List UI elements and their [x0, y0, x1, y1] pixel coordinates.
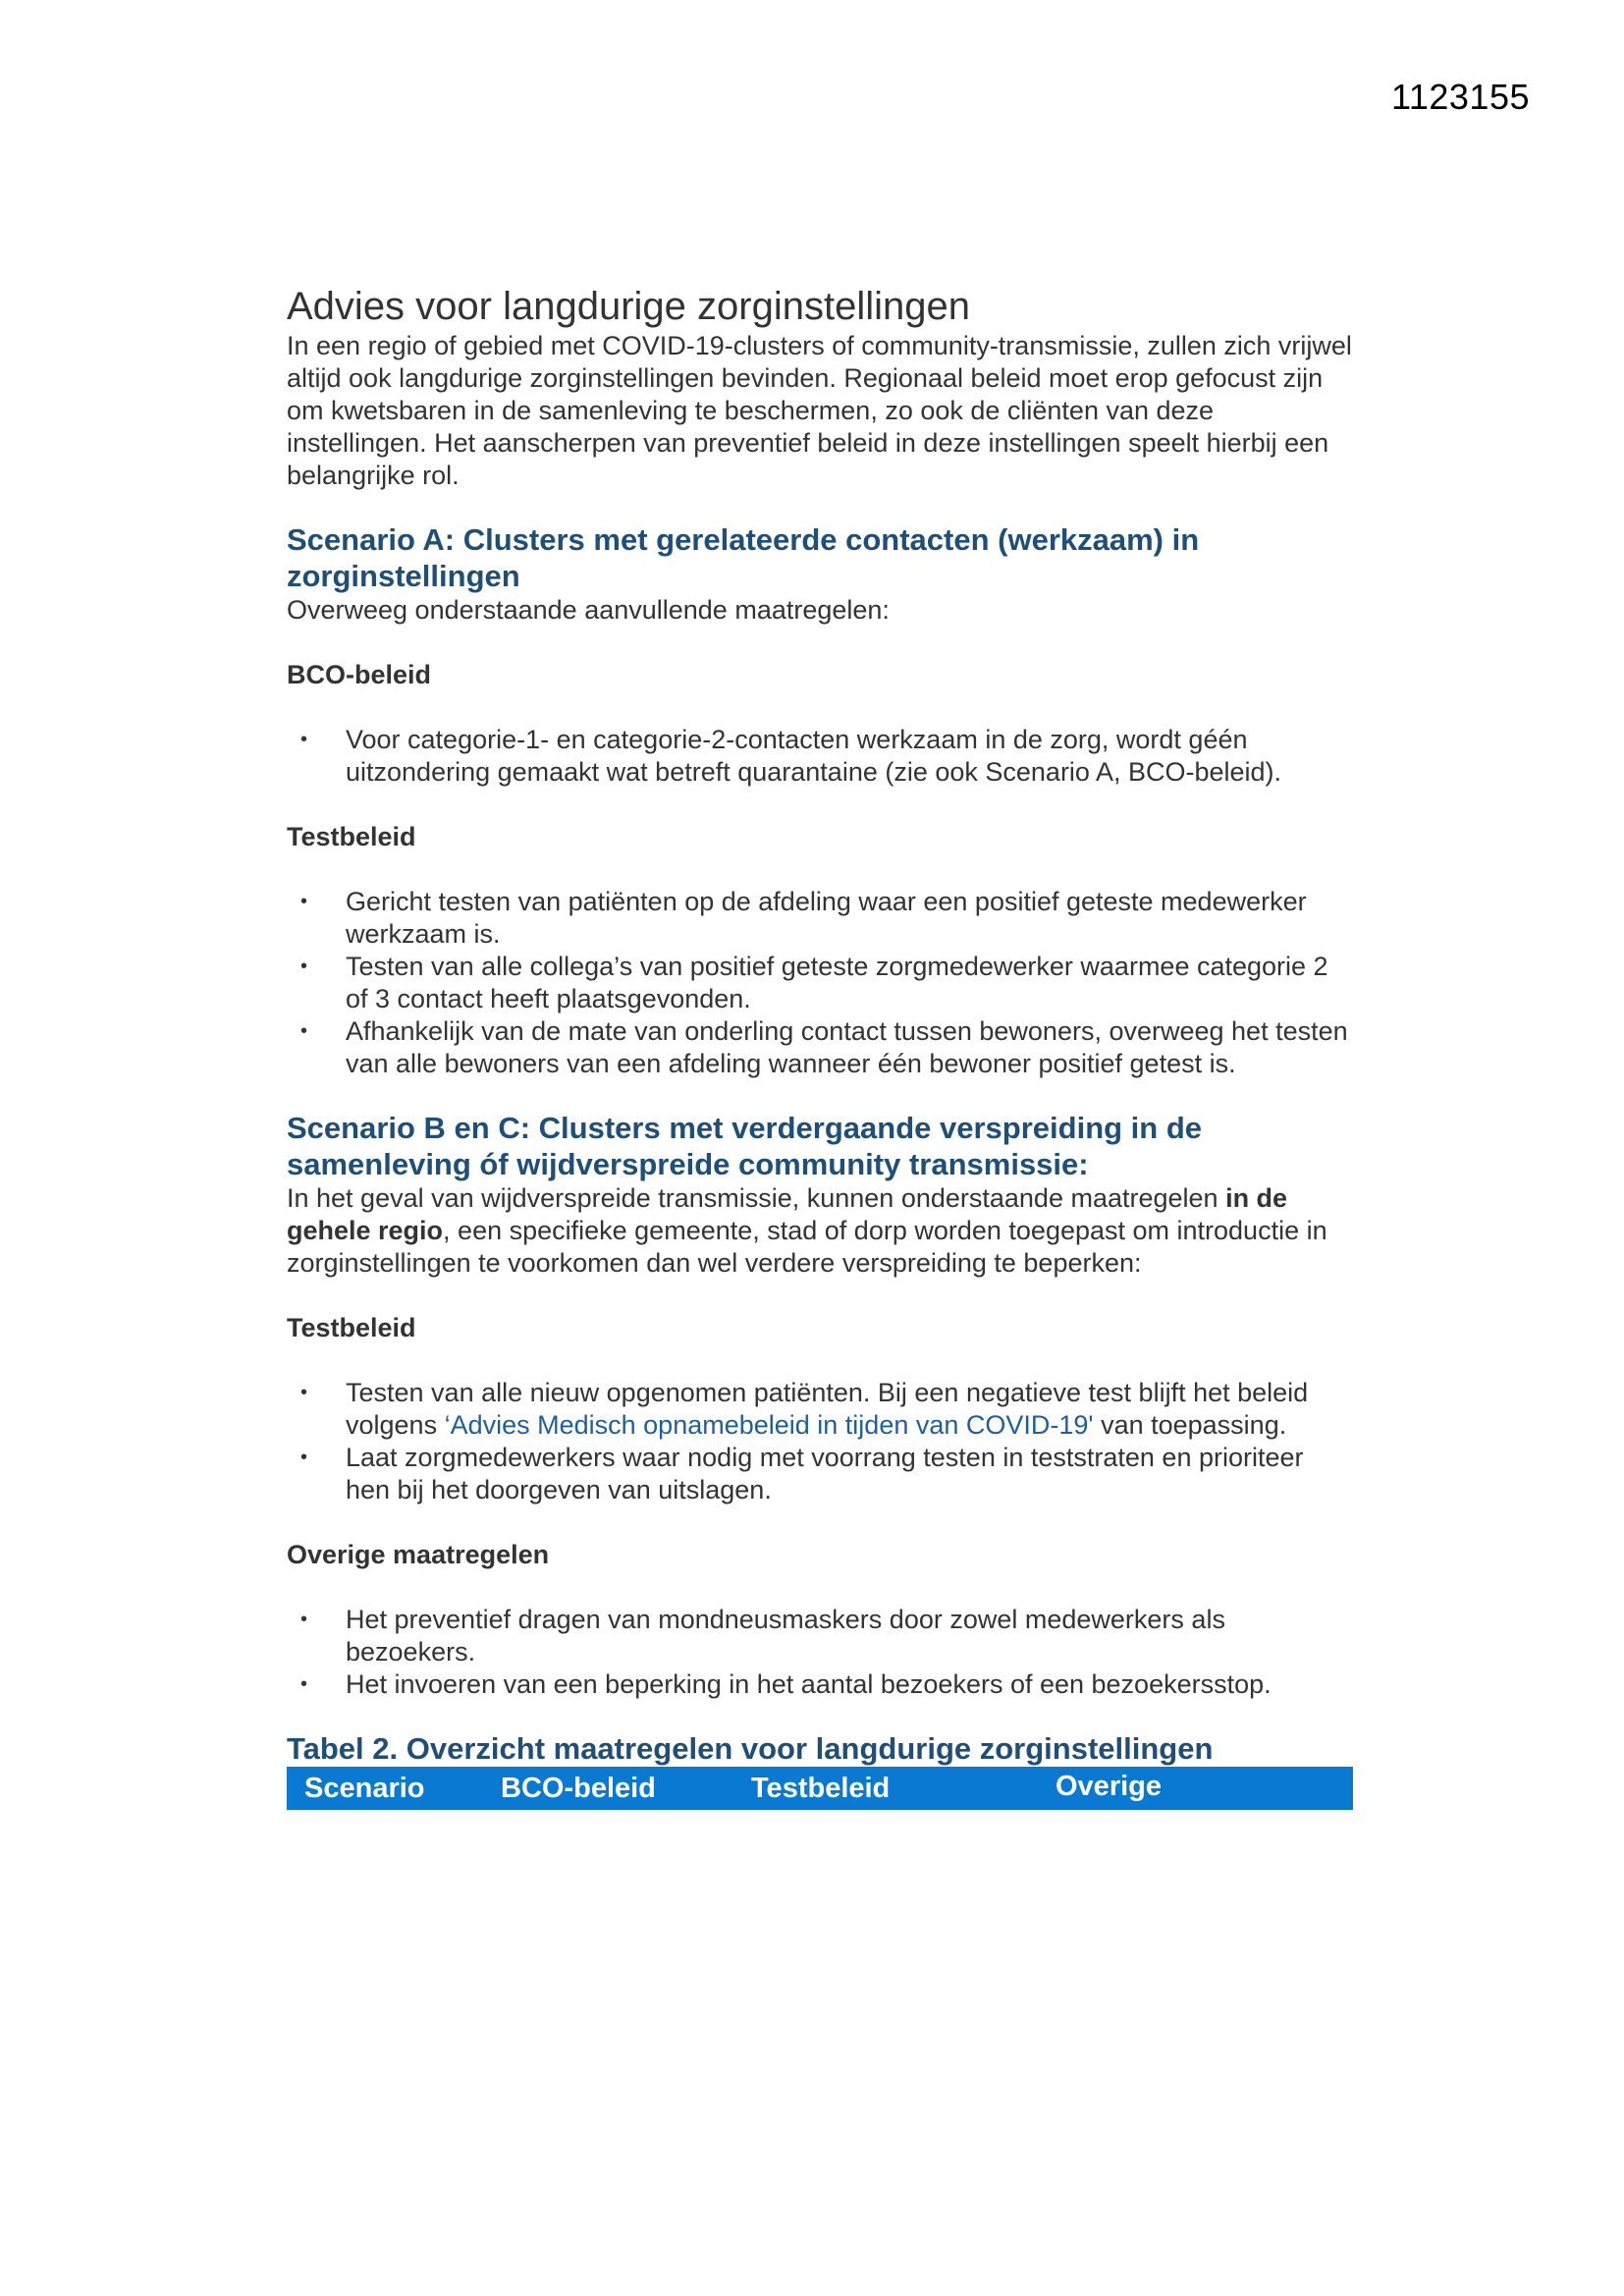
list-item: • Het invoeren van een beperking in het aantal bezoekers of een bezoekersstop. — [300, 1669, 1272, 1699]
list-item: • Het preventief dragen van mondneusmaskers door zowel medewerkers als bezoekers. — [300, 1605, 1225, 1667]
bullet-icon: • — [300, 1020, 308, 1042]
bullet-icon: • — [300, 1673, 308, 1695]
scenario-bc-other-list — [287, 1604, 1353, 1701]
scenario-a-test-heading: Testbeleid — [287, 822, 416, 851]
advies-medisch-opnamebeleid-link[interactable]: ‘Advies Medisch opnamebeleid in tijden van COVID-19' — [444, 1410, 1094, 1440]
page-title: Advies voor langdurige zorginstellingen — [287, 285, 970, 328]
list-item: • Testen van alle collega’s van positief geteste zorgmedewerker waarmee categorie 2 of 3 contact heeft plaatsgevonden. — [300, 952, 1328, 1013]
list-item: • Voor categorie-1- en categorie-2-contacten werkzaam in de zorg, wordt géén uitzondering gemaakt wat betreft quarantaine (zie ook Scenario A, BCO-beleid). — [300, 725, 1282, 787]
table-header-scenario: Scenario — [304, 1773, 425, 1804]
scenario-a-bco-list — [287, 724, 1353, 789]
document-id: 1123155 — [1391, 77, 1530, 117]
bullet-icon: • — [300, 1609, 308, 1630]
scenario-bc-other-heading: Overige maatregelen — [287, 1540, 550, 1569]
scenario-bc-heading: Scenario B en C: Clusters met verdergaande verspreiding in de samenleving óf wijdverspreide community transmissie: — [287, 1111, 1203, 1181]
bullet-icon: • — [300, 891, 308, 912]
scenario-bc-lead: In het geval van wijdverspreide transmissie, kunnen onderstaande maatregelen in de gehele regio, een specifieke gemeente, stad of dorp worden toegepast om introductie in zorginstellingen te voorkomen dan wel verdere verspreiding te beperken: — [287, 1183, 1327, 1278]
table-caption: Tabel 2. Overzicht maatregelen voor langdurige zorginstellingen — [287, 1731, 1214, 1766]
table-header-bco-beleid: BCO-beleid — [501, 1773, 656, 1804]
document-body — [287, 283, 1353, 1810]
scenario-bc-test-list — [287, 1377, 1353, 1506]
table-header-overige: Overige — [1056, 1771, 1162, 1802]
scenario-bc-test-heading: Testbeleid — [287, 1313, 416, 1342]
list-item: • Laat zorgmedewerkers waar nodig met voorrang testen in teststraten en prioriteer hen bij het doorgeven van uitslagen. — [300, 1443, 1304, 1504]
list-item: • Afhankelijk van de mate van onderling contact tussen bewoners, overweeg het testen van alle bewoners van een afdeling wanneer één bewoner positief getest is. — [300, 1016, 1348, 1078]
list-item: • Gericht testen van patiënten op de afdeling waar een positief geteste medewerker werkzaam is. — [300, 887, 1307, 949]
scenario-a-bco-heading: BCO-beleid — [287, 660, 432, 689]
table-header-testbeleid: Testbeleid — [751, 1773, 891, 1804]
scenario-a-lead: Overweeg onderstaande aanvullende maatregelen: — [287, 595, 890, 625]
bullet-icon: • — [300, 729, 308, 750]
list-item: • Testen van alle nieuw opgenomen patiënten. Bij een negatieve test blijft het beleid volgens ‘Advies Medisch opnamebeleid in tijden van COVID-19' van toepassing. — [300, 1378, 1309, 1440]
bullet-icon: • — [300, 1447, 308, 1468]
intro-paragraph: In een regio of gebied met COVID-19-clusters of community-transmissie, zullen zich vrijwel altijd ook langdurige zorginstellingen bevinden. Regionaal beleid moet erop gefocust zijn om kwetsbaren in de samenleving te beschermen, zo ook de cliënten van deze instellingen. Het aanscherpen van preventief beleid in deze instellingen speelt hierbij een belangrijke rol. — [287, 331, 1352, 490]
bullet-icon: • — [300, 956, 308, 977]
scenario-a-heading: Scenario A: Clusters met gerelateerde contacten (werkzaam) in zorginstellingen — [287, 522, 1200, 593]
table-header-row — [287, 1767, 1353, 1810]
scenario-a-test-list — [287, 886, 1353, 1080]
bullet-icon: • — [300, 1382, 308, 1403]
